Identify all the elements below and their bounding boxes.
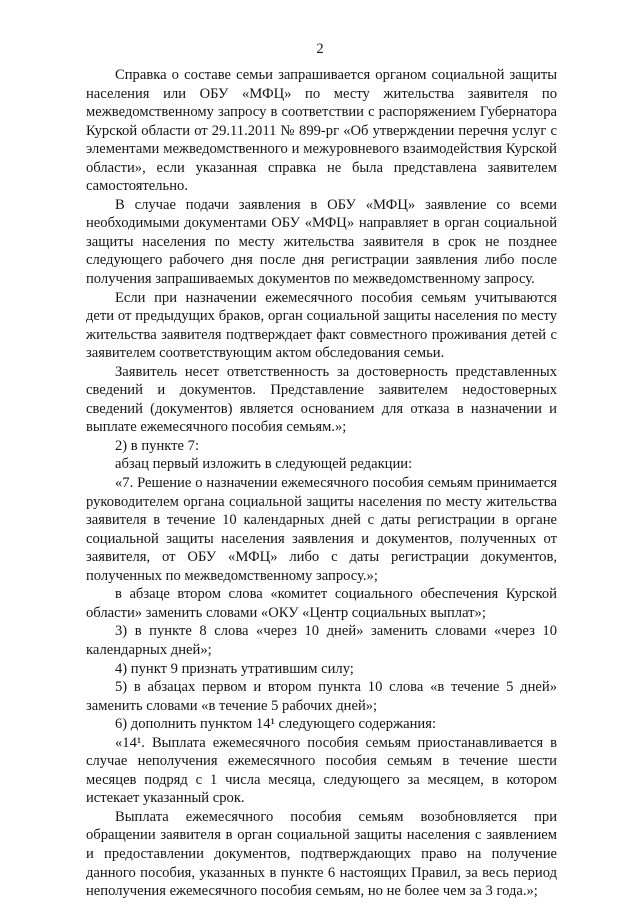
paragraph-previous-marriages: Если при назначении ежемесячного пособия семьям учитываются дети от предыдущих браков, орган социальной защиты населения по месту жительства заявителя подтверждает факт совместного проживания детей с заявителем соответствующим актом обследования семьи.: [86, 289, 557, 362]
paragraph-item-6: 6) дополнить пунктом 14¹ следующего содержания:: [115, 716, 436, 733]
page-number: 2: [316, 41, 324, 57]
paragraph-clause-7: «7. Решение о назначении ежемесячного пособия семьям принимается руководителем органа социальной защиты населения по месту жительства заявителя в течение 10 календарных дней с даты регистрации в органе социальной защиты населения заявления и документов, полученных от заявителя, от ОБУ «МФЦ» либо с даты регистрации документов, полученных по межведомственному запросу.»;: [86, 475, 557, 584]
paragraph-item-2: 2) в пункте 7:: [115, 437, 200, 454]
paragraph-item-3: 3) в пункте 8 слова «через 10 дней» заменить словами «через 10 календарных дней»;: [86, 623, 557, 658]
paragraph-applicant-responsibility: Заявитель несет ответственность за достоверность представленных сведений и документов. Представление заявителем недостоверных сведений (документов) является основанием для отказа в назначении и выплате ежемесячного пособия семьям.»;: [86, 363, 557, 436]
paragraph-family-certificate: Справка о составе семьи запрашивается органом социальной защиты населения или ОБУ «МФЦ» по месту жительства заявителя по межведомственному запросу в соответствии с распоряжением Губернатора Курской области от 29.11.2011 № 899-рг «Об утверждении перечня услуг с элементами межведомственного и межуровневого взаимодействия Курской области», если указанная справка не была представлена заявителем самостоятельно.: [86, 67, 557, 195]
paragraph-item-4: 4) пункт 9 признать утратившим силу;: [115, 660, 354, 677]
paragraph-clause-14-1: «14¹. Выплата ежемесячного пособия семьям приостанавливается в случае неполучения ежемесячного пособия семьям в течение шести месяцев подряд с 1 числа месяца, следующего за месяцем, в котором истекает указанный срок.: [86, 734, 557, 807]
paragraph-payment-resumption: Выплата ежемесячного пособия семьям возобновляется при обращении заявителя в орган социальной защиты населения с заявлением и предоставлении документов, подтверждающих право на получение данного пособия, указанных в пункте 6 настоящих Правил, за весь период неполучения ежемесячного пособия семьям, но не более чем за 3 года.»;: [86, 808, 557, 900]
paragraph-second-clause: в абзаце втором слова «комитет социального обеспечения Курской области» заменить словами «ОКУ «Центр социальных выплат»;: [86, 586, 557, 621]
document-body: [86, 66, 557, 901]
paragraph-item-5: 5) в абзацах первом и втором пункта 10 слова «в течение 5 дней» заменить словами «в течение 5 рабочих дней»;: [86, 679, 557, 714]
paragraph-mfc-submission: В случае подачи заявления в ОБУ «МФЦ» заявление со всеми необходимыми документами ОБУ «МФЦ» направляет в орган социальной защиты населения по месту жительства заявителя в срок не позднее следующего рабочего дня после дня регистрации заявления либо после получения запрашиваемых документов по межведомственному запросу.: [86, 196, 557, 288]
paragraph-new-edition: абзац первый изложить в следующей редакции:: [115, 456, 413, 473]
